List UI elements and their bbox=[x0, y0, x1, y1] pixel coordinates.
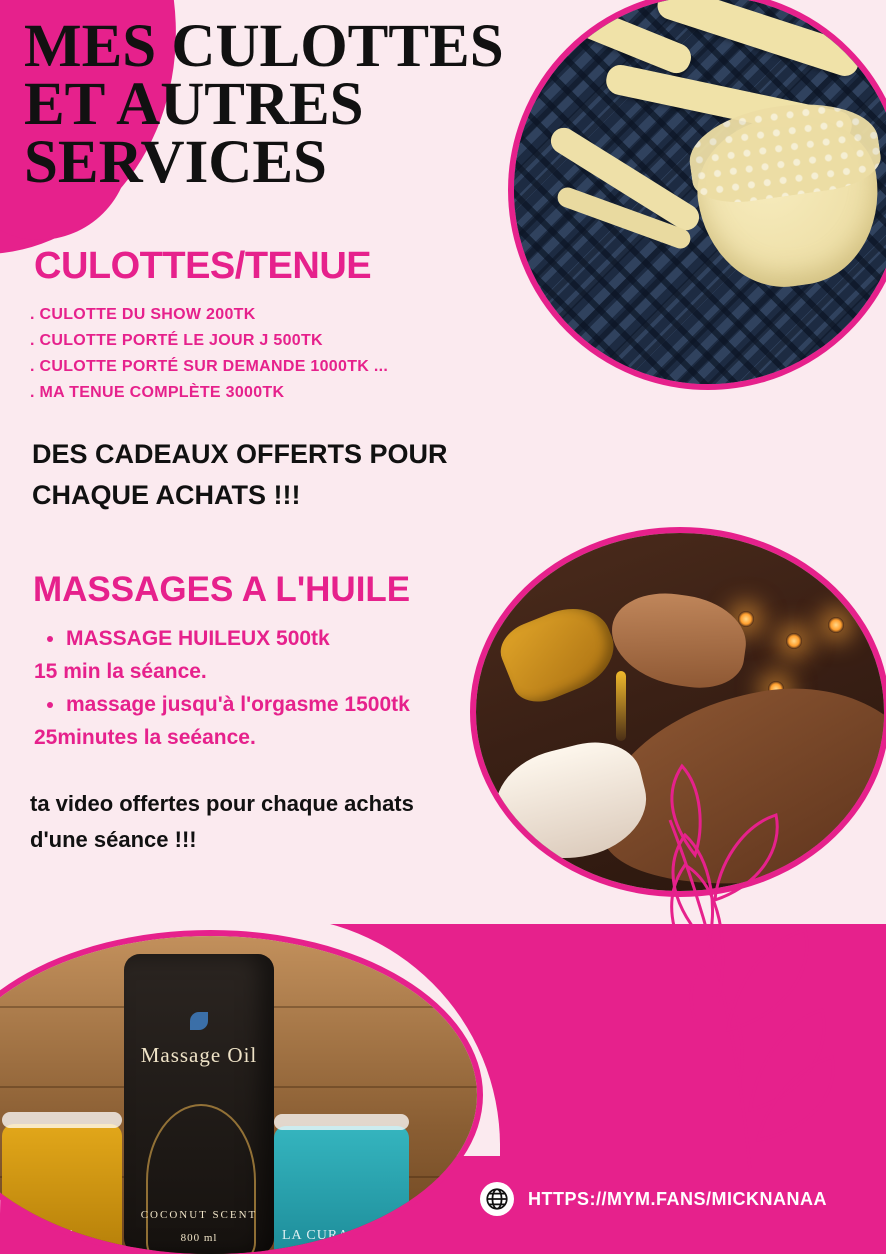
website-url[interactable]: HTTPS://MYM.FANS/MICKNANAA bbox=[528, 1188, 827, 1209]
list-item: . CULOTTE PORTÉ LE JOUR J 500TK bbox=[30, 332, 323, 349]
oil-jar-title: Massage Oil bbox=[140, 1043, 258, 1067]
jar-lid bbox=[2, 1112, 122, 1128]
list-item: . MA TENUE COMPLÈTE 3000TK bbox=[30, 384, 285, 401]
candle-light bbox=[828, 617, 844, 633]
gift-note: DES CADEAUX OFFERTS POUR CHAQUE ACHATS !!! bbox=[32, 439, 448, 510]
massage-photo bbox=[470, 527, 886, 897]
section-heading-underwear: CULOTTES/TENUE bbox=[34, 245, 372, 287]
globe-icon bbox=[480, 1182, 514, 1216]
massage-price-list bbox=[34, 622, 454, 754]
footer bbox=[480, 1182, 827, 1216]
list-item: . CULOTTE PORTÉ SUR DEMANDE 1000TK ... bbox=[30, 358, 389, 375]
massage-oil-jar-dark bbox=[124, 954, 274, 1254]
oil-jar-volume: 800 ml bbox=[180, 1232, 218, 1244]
page-title: MES CULOTTES ET AUTRES SERVICES bbox=[24, 13, 504, 196]
list-item: • massage jusqu'à l'orgasme 1500tk bbox=[66, 688, 454, 721]
video-note: ta video offertes pour chaque achats d'une séance !!! bbox=[30, 791, 414, 852]
oil-drip-detail bbox=[616, 671, 626, 741]
jar-brand-label: LA CURA bbox=[10, 1228, 78, 1243]
flower-emblem-icon bbox=[190, 1012, 208, 1030]
list-item: . CULOTTE DU SHOW 200TK bbox=[30, 306, 256, 323]
lingerie-photo bbox=[508, 0, 886, 390]
section-heading-massage: MASSAGES A L'HUILE bbox=[33, 570, 411, 609]
underwear-price-list bbox=[30, 302, 388, 406]
cream-jar-gold bbox=[2, 1124, 122, 1254]
jar-brand-label: LA CURA bbox=[282, 1228, 350, 1243]
oil-jar-scent: COCONUT SCENT bbox=[140, 1209, 258, 1221]
massage-duration-note-2: 25minutes la seéance. bbox=[34, 726, 256, 749]
candle-light bbox=[786, 633, 802, 649]
oil-jars-photo bbox=[0, 930, 483, 1254]
list-item: • MASSAGE HUILEUX 500tk bbox=[66, 622, 454, 655]
jar-lid bbox=[274, 1114, 409, 1130]
cream-jar-teal bbox=[274, 1126, 409, 1254]
massage-duration-note-1: 15 min la séance. bbox=[34, 660, 207, 683]
